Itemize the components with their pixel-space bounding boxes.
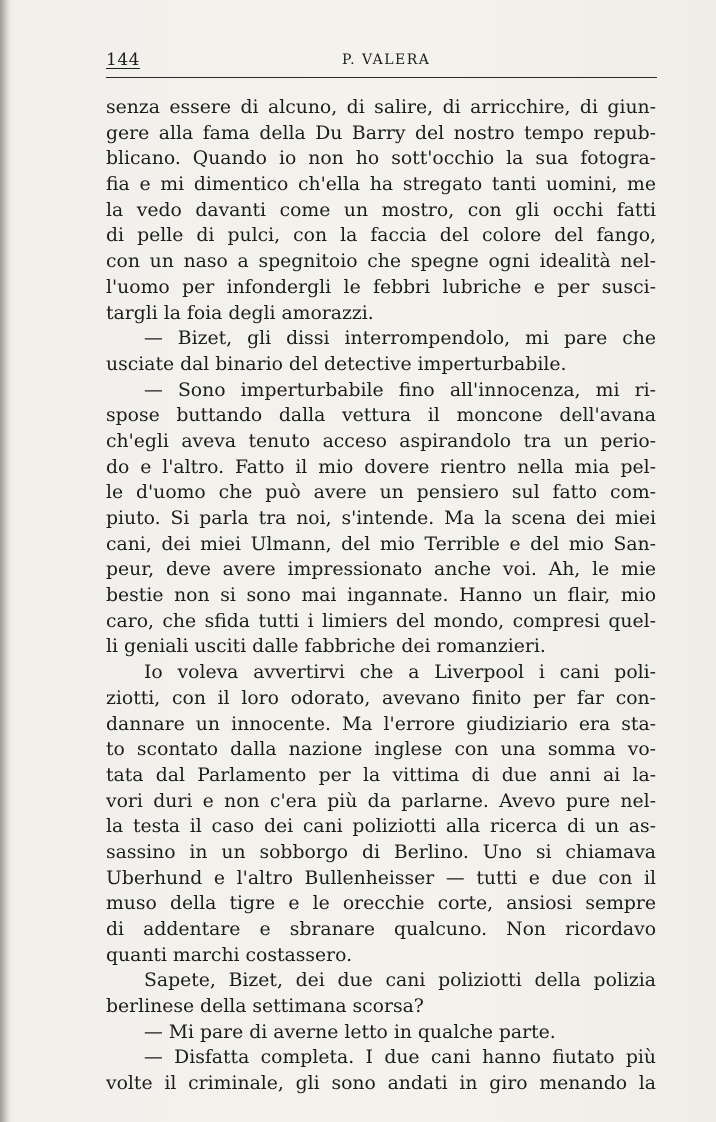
text-line: con un naso a spegnitoio che spegne ogni idealità nel- bbox=[106, 251, 656, 273]
text-line: do e l'altro. Fatto il mio dovere rientro nella mia pel- bbox=[106, 456, 656, 478]
text-line: vori duri e non c'era più da parlarne. Avevo pure nel- bbox=[106, 790, 656, 812]
text-line: Sapete, Bizet, dei due cani poliziotti della polizia bbox=[144, 970, 656, 992]
text-line: piuto. Si parla tra noi, s'intende. Ma la scena dei miei bbox=[106, 508, 656, 529]
text-line: dannare un innocente. Ma l'errore giudiziario era sta- bbox=[106, 713, 656, 735]
text-line: di addentare e sbranare qualcuno. Non ricordavo bbox=[106, 919, 656, 940]
body-text bbox=[106, 95, 656, 1097]
text-line: — Disfatta completa. I due cani hanno fiutato più bbox=[144, 1047, 656, 1069]
text-line: gere alla fama della Du Barry del nostro tempo repub- bbox=[106, 122, 656, 144]
text-line: tata dal Parlamento per la vittima di due anni ai la- bbox=[106, 764, 656, 786]
page-number: 144 bbox=[106, 50, 140, 70]
text-line: — Sono imperturbabile fino all'innocenza, mi ri- bbox=[144, 379, 656, 401]
text-line: Io voleva avvertirvi che a Liverpool i cani poli- bbox=[144, 662, 656, 684]
text-line: — Bizet, gli dissi interrompendolo, mi pare che bbox=[144, 328, 656, 350]
text-line: blicano. Quando io non ho sott'occhio la sua fotogra- bbox=[106, 148, 656, 170]
header-rule bbox=[106, 77, 657, 78]
page-gutter-shadow bbox=[0, 0, 10, 1122]
text-line: la vedo davanti come un mostro, con gli occhi fatti bbox=[106, 199, 656, 221]
text-line: di pelle di pulci, con la faccia del colore del fango, bbox=[106, 225, 656, 247]
text-line: ch'egli aveva tenuto acceso aspirandolo tra un perio- bbox=[106, 430, 656, 452]
text-line: berlinese della settimana scorsa? bbox=[106, 996, 424, 1018]
text-line: senza essere di alcuno, di salire, di arricchire, di giun- bbox=[106, 97, 656, 118]
text-line: l'uomo per infondergli le febbri lubriche e per susci- bbox=[106, 276, 656, 298]
text-line: peur, deve avere impressionato anche voi. Ah, le mie bbox=[106, 559, 656, 581]
text-line: Uberhund e l'altro Bullenheisser — tutti e due con il bbox=[106, 867, 656, 889]
text-line: muso della tigre e le orecchie corte, ansiosi sempre bbox=[106, 893, 656, 915]
text-line: — Mi pare di averne letto in qualche parte. bbox=[144, 1021, 556, 1043]
text-line: caro, che sfida tutti i limiers del mondo, compresi quel- bbox=[106, 610, 656, 632]
text-line: li geniali usciti dalle fabbriche dei romanzieri. bbox=[106, 636, 546, 658]
text-line: cani, dei miei Ulmann, del mio Terrible e del mio San- bbox=[106, 533, 656, 555]
running-head: P. VALERA bbox=[342, 52, 431, 68]
text-line: ziotti, con il loro odorato, avevano finito per far con- bbox=[106, 687, 656, 709]
text-line: quanti marchi costassero. bbox=[106, 944, 353, 966]
text-line: bestie non si sono mai ingannate. Hanno un flair, mio bbox=[106, 585, 656, 607]
text-line: le d'uomo che può avere un pensiero sul fatto com- bbox=[106, 482, 656, 504]
text-line: fia e mi dimentico ch'ella ha stregato tanti uomini, me bbox=[106, 174, 656, 196]
text-line: targli la foia degli amorazzi. bbox=[106, 302, 374, 324]
text-line: volte il criminale, gli sono andati in giro menando la bbox=[106, 1073, 656, 1095]
page-header bbox=[106, 50, 657, 72]
text-line: la testa il caso dei cani poliziotti alla ricerca di un as- bbox=[106, 816, 656, 838]
text-line: spose buttando dalla vettura il moncone dell'avana bbox=[106, 405, 656, 427]
text-line: usciate dal binario del detective imperturbabile. bbox=[106, 353, 567, 375]
text-line: to scontato dalla nazione inglese con una somma vo- bbox=[106, 739, 656, 761]
text-line: sassino in un sobborgo di Berlino. Uno si chiamava bbox=[106, 841, 656, 863]
